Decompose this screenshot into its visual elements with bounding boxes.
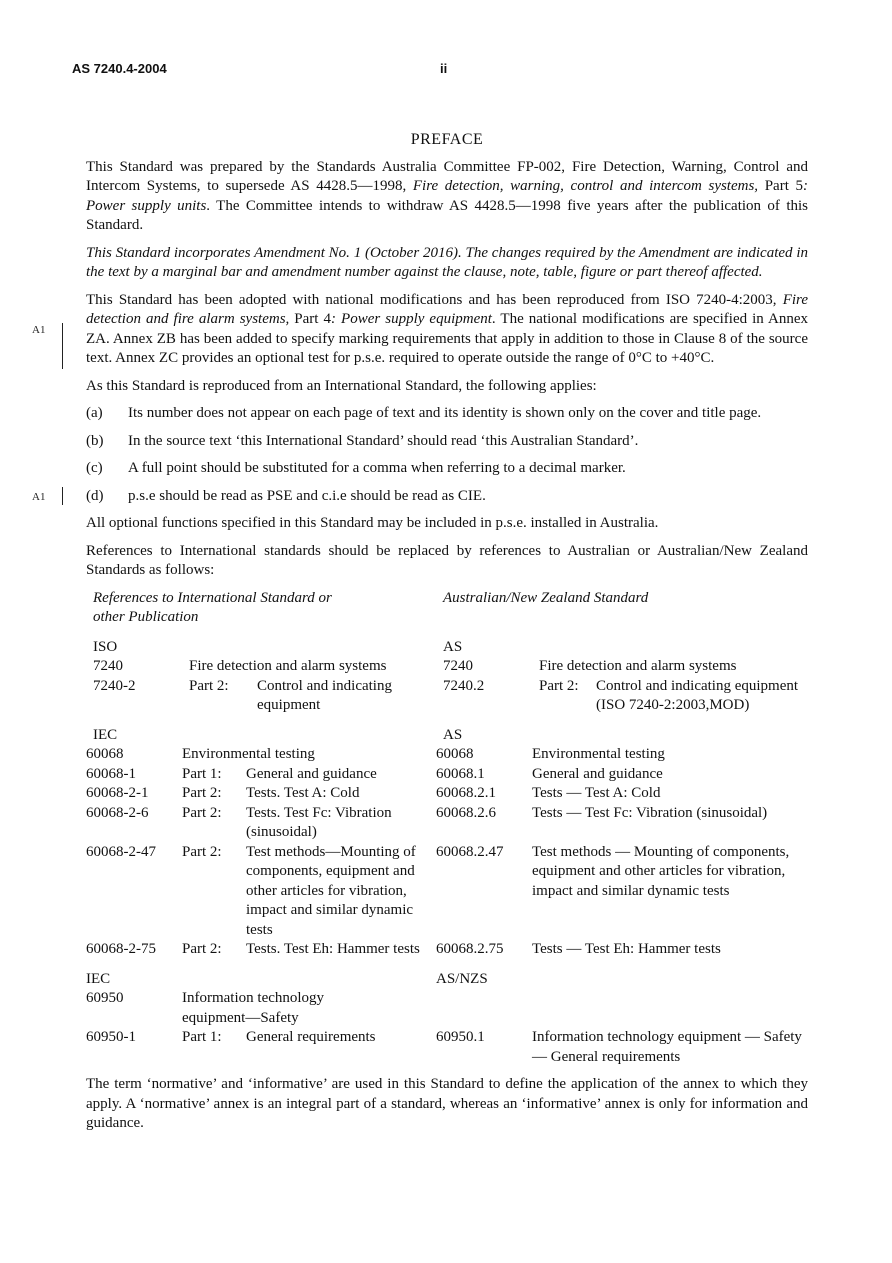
p3-text-2: Part 4 [289,311,332,327]
intl-number: 60068 [86,746,124,762]
aus-title: General and guidance [532,765,663,782]
group-label-row [86,726,808,746]
aus-title: Test methods — Mounting of components, equipment and other articles for vibration, impact and similar dynamic tests [532,843,790,899]
page-title: PREFACE [410,131,484,148]
intl-title: Test methods—Mounting of components, equipment and other articles for vibration, impact and similar dynamic tests [246,843,416,938]
aus-number [436,989,532,1028]
p3-italic-1: Fire detection and fire alarm systems, [86,291,808,327]
aus-number: 60068.2.1 [436,785,496,801]
aus-number: 60068.1 [436,765,485,782]
intl-number: 60068-2-47 [86,843,156,860]
aus-title [532,989,808,1028]
intl-number: 7240 [93,658,123,674]
preface-paragraph-7: The term ‘normative’ and ‘informative’ are used in this Standard to define the application of the annex to which they apply. A ‘normative’ annex is an integral part of a standard, whereas an ‘informative’ annex is only for information and guidance. [86,1076,808,1131]
table-row [86,804,808,843]
preface-paragraph-6: References to International standards should be replaced by references to Australian or Australian/New Zealand Standards as follows: [86,542,808,578]
aus-title: Environmental testing [532,746,665,762]
list-item-text: Its number does not appear on each page of text and its identity is shown only on the cover and title page. [128,405,762,421]
list-item [32,487,808,507]
preface-paragraph-3 [86,291,808,369]
intl-part: Part 2: [182,941,222,957]
table-row [86,677,808,716]
group-label-row [86,970,808,990]
amended-paragraph [32,291,808,369]
aus-title: Control and indicating equipment (ISO 7240-2:2003,MOD) [596,677,799,713]
aus-number: 60950.1 [436,1029,485,1045]
intl-number: 60068-1 [86,765,136,782]
list-item-text: p.s.e should be read as PSE and c.i.e should be read as CIE. [128,487,486,504]
table-row [86,989,808,1028]
intl-title: General requirements [246,1029,376,1045]
aus-title: Fire detection and alarm systems [539,658,737,674]
references-table [86,589,808,1068]
aus-title: Tests — Test Fc: Vibration (sinusoidal) [532,804,768,821]
header-australian: Australian/New Zealand Standard [443,589,649,606]
p3-text-1: This Standard has been adopted with national modifications and has been reproduced from ISO 7240-4:2003, [86,291,783,308]
preface-paragraph-4: As this Standard is reproduced from an International Standard, the following applies: [86,377,597,394]
intl-number: 60950 [86,990,124,1006]
intl-title: Information technology equipment—Safety [182,990,325,1026]
amendment-bar [62,323,63,369]
intl-title: Tests. Test Fc: Vibration (sinusoidal) [246,804,392,840]
list-item-text: In the source text ‘this International Standard’ should read ‘this Australian Standard’. [128,432,639,449]
intl-number: 7240-2 [93,677,136,694]
intl-title: Fire detection and alarm systems [189,658,387,674]
header-international: References to International Standard or other Publication [93,589,332,625]
aus-number: 60068.2.75 [436,941,504,957]
table-row [86,765,808,785]
group-label-iec: IEC [93,726,118,743]
table-row [86,940,808,960]
header-page-number: ii [440,61,448,76]
p1-italic-1: Fire detection, warning, control and intercom systems, [412,178,759,194]
p1-italic-2: : Power supply units [86,178,808,214]
table-row [86,657,808,677]
table-row [86,745,808,765]
intl-number: 60068-2-6 [86,804,149,821]
intl-part: Part 1: [182,1029,222,1045]
intl-title: General and guidance [246,765,377,782]
intl-title: Tests. Test Eh: Hammer tests [246,941,420,957]
list-item [86,404,808,424]
list-item [86,432,808,452]
aus-number: 60068.2.47 [436,843,504,860]
preface-paragraph-5: All optional functions specified in this Standard may be included in p.s.e. installed in Australia. [86,515,659,531]
group-label-row [86,638,808,658]
intl-number: 60068-2-1 [86,785,149,801]
intl-part: Part 2: [182,843,222,860]
intl-part: Part 1: [182,765,222,782]
list-item-label: (d) [86,487,104,504]
intl-number: 60950-1 [86,1029,136,1045]
group-label-iso: ISO [93,638,118,655]
intl-title: Environmental testing [182,746,315,762]
p1-text-1: This Standard was prepared by the Standards Australia Committee FP-002, Fire Detection, Warning, Control and Intercom Systems, to supersede AS 4428.5—1998, [86,158,808,194]
p3-text-3: . The national modifications are specified in Annex ZA. Annex ZB has been added to specify marking requirements that apply in addition to those in Clause 8 of the source text. Annex ZC provides an optional test for p.s.e. required to operate outside the range of 0°C to +40°C. [86,311,808,366]
table-row [86,784,808,804]
group-label-as: AS [443,726,463,743]
amendment-label: A1 [32,323,46,336]
amendment-label: A1 [32,490,46,503]
intl-part: Part 2: [189,677,229,694]
aus-part: Part 2: [539,677,579,694]
document-body [32,130,808,1142]
intl-part: Part 2: [182,804,222,821]
group-label-iec: IEC [86,970,111,987]
p1-text-3: . The Committee intends to withdraw AS 4428.5—1998 five years after the publication of this Standard. [86,197,808,233]
aus-number: 7240 [443,658,473,674]
header-standard-number: AS 7240.4-2004 [72,61,167,76]
p1-text-2: Part 5 [758,178,803,194]
list-item-label: (b) [86,432,104,449]
table-row [86,1028,808,1067]
intl-number: 60068-2-75 [86,941,156,957]
aus-number: 60068 [436,746,474,762]
amendment-note: This Standard incorporates Amendment No. 1 (October 2016). The changes required by the Amendment are indicated in the text by a marginal bar and amendment number against the clause, note, table, figure or part thereof affected. [86,244,808,280]
list-item-label: (c) [86,460,103,476]
aus-number: 7240.2 [443,677,485,694]
aus-title: Tests — Test Eh: Hammer tests [532,941,721,957]
aus-title: Information technology equipment — Safety — General requirements [532,1029,802,1065]
amendment-bar [62,487,63,505]
group-label-asnzs: AS/NZS [436,970,488,987]
intl-title: Tests. Test A: Cold [246,785,360,801]
intl-part: Part 2: [182,785,222,801]
aus-title: Tests — Test A: Cold [532,785,661,801]
table-row [86,843,808,941]
list-item-label: (a) [86,405,103,421]
intl-title: Control and indicating equipment [257,677,392,713]
group-label-as: AS [443,638,463,655]
p3-italic-2: : Power supply equipment [331,311,492,327]
aus-number: 60068.2.6 [436,804,496,821]
list-item [86,459,808,479]
list-item-text: A full point should be substituted for a comma when referring to a decimal marker. [128,460,626,476]
table-header-row [86,589,808,628]
preface-paragraph-1 [86,158,808,236]
